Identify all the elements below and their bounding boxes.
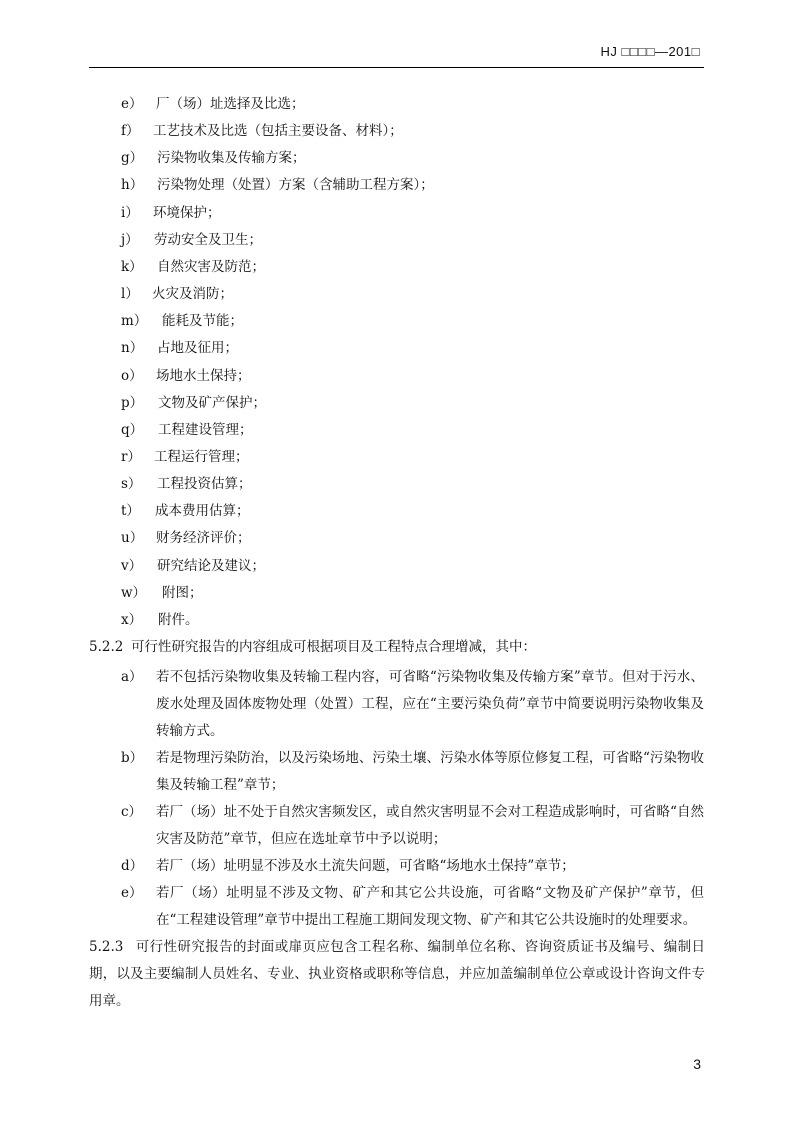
list-item-label: x） bbox=[121, 611, 143, 628]
list-item-text: 工程投资估算； bbox=[157, 476, 252, 493]
clause-number: 5.2.3 bbox=[89, 939, 124, 955]
list-item-text: 污染物收集及传输方案； bbox=[157, 150, 306, 167]
list-item-label: v） bbox=[121, 557, 143, 574]
list-item-label: u） bbox=[121, 530, 144, 547]
list-item-label: n） bbox=[121, 340, 144, 357]
list-item-text: 附图； bbox=[162, 584, 203, 601]
list-item-label: t） bbox=[121, 503, 140, 520]
list-item-text: 财务经济评价； bbox=[156, 530, 251, 547]
list-item-label: q） bbox=[121, 421, 144, 438]
sub-item-text: 若厂（场）址不处于自然灾害频发区，或自然灾害明显不会对工程造成影响时，可省略“自然灾害及防范”章节，但应在选址章节中予以说明； bbox=[156, 804, 704, 847]
page-number: 3 bbox=[693, 1056, 701, 1072]
list-item-label: r） bbox=[121, 448, 141, 465]
list-item-label: l） bbox=[121, 286, 139, 303]
sub-item-label: a） bbox=[121, 669, 143, 685]
list-item-text: 自然灾害及防范； bbox=[157, 258, 265, 275]
list-item-label: k） bbox=[121, 258, 143, 275]
list-item-label: w） bbox=[121, 584, 147, 601]
list-item-label: g） bbox=[121, 150, 144, 167]
list-item-label: f） bbox=[121, 123, 140, 140]
list-item-text: 成本费用估算； bbox=[155, 503, 250, 520]
sub-item-label: d） bbox=[121, 858, 144, 874]
list-item-label: i） bbox=[121, 204, 139, 221]
list-item-text: 劳动安全及卫生； bbox=[154, 231, 262, 248]
list-item-text: 占地及征用； bbox=[157, 340, 238, 357]
list-item-text: 工程运行管理； bbox=[154, 448, 249, 465]
list-item-text: 研究结论及建议； bbox=[157, 557, 265, 574]
clause-5-2-3 bbox=[89, 934, 705, 1015]
sub-item-label: c） bbox=[121, 804, 143, 820]
document-code-header: HJ □□□□—201□ bbox=[600, 44, 700, 59]
list-item-label: p） bbox=[121, 394, 144, 411]
clause-5-2-2 bbox=[89, 634, 705, 661]
list-item-text: 能耗及节能； bbox=[162, 313, 243, 330]
list-item-text: 工艺技术及比选（包括主要设备、材料）； bbox=[153, 123, 403, 140]
list-item-text: 火灾及消防； bbox=[152, 286, 233, 303]
sub-item-text: 若厂（场）址明显不涉及文物、矿产和其它公共设施，可省略“文物及矿产保护”章节，但在“工程建设管理”章节中提出工程施工期间发现文物、矿产和其它公共设施时的处理要求。 bbox=[156, 885, 704, 928]
list-item-text: 污染物处理（处置）方案（含辅助工程方案）； bbox=[157, 177, 434, 194]
list-item-label: j） bbox=[121, 231, 139, 248]
list-item-label: h） bbox=[121, 177, 144, 194]
clause-text: 可行性研究报告的内容组成可根据项目及工程特点合理增减，其中： bbox=[131, 639, 536, 655]
sub-item-label: b） bbox=[121, 750, 144, 766]
clause-text: 可行性研究报告的封面或扉页应包含工程名称、编制单位名称、咨询资质证书及编号、编制日期，以及主要编制人员姓名、专业、执业资格或职称等信息，并应加盖编制单位公章或设计咨询文件专用章。 bbox=[89, 939, 705, 1009]
list-item-label: o） bbox=[121, 367, 143, 384]
list-item-text: 场地水土保持； bbox=[156, 367, 251, 384]
list-item-text: 文物及矿产保护； bbox=[158, 394, 266, 411]
list-item-text: 工程建设管理； bbox=[158, 421, 253, 438]
sub-item-label: e） bbox=[121, 885, 143, 901]
list-item-text: 厂（场）址选择及比选； bbox=[156, 96, 305, 112]
header-rule bbox=[89, 67, 704, 68]
sub-item-text: 若是物理污染防治，以及污染场地、污染土壤、污染水体等原位修复工程，可省略“污染物收集及转输工程”章节； bbox=[156, 750, 704, 793]
list-item-label: e） bbox=[121, 96, 143, 112]
list-item-label: s） bbox=[121, 476, 142, 493]
sub-item-text: 若厂（场）址明显不涉及水土流失问题，可省略“场地水土保持”章节； bbox=[156, 858, 575, 874]
sub-item-text: 若不包括污染物收集及转输工程内容，可省略“污染物收集及传输方案”章节。但对于污水、废水处理及固体废物处理（处置）工程，应在“主要污染负荷”章节中简要说明污染物收集及转输方式。 bbox=[156, 669, 704, 739]
list-item-label: m） bbox=[121, 313, 148, 330]
clause-number: 5.2.2 bbox=[89, 639, 124, 655]
list-item-text: 环境保护； bbox=[153, 204, 221, 221]
list-item-text: 附件。 bbox=[158, 611, 199, 628]
